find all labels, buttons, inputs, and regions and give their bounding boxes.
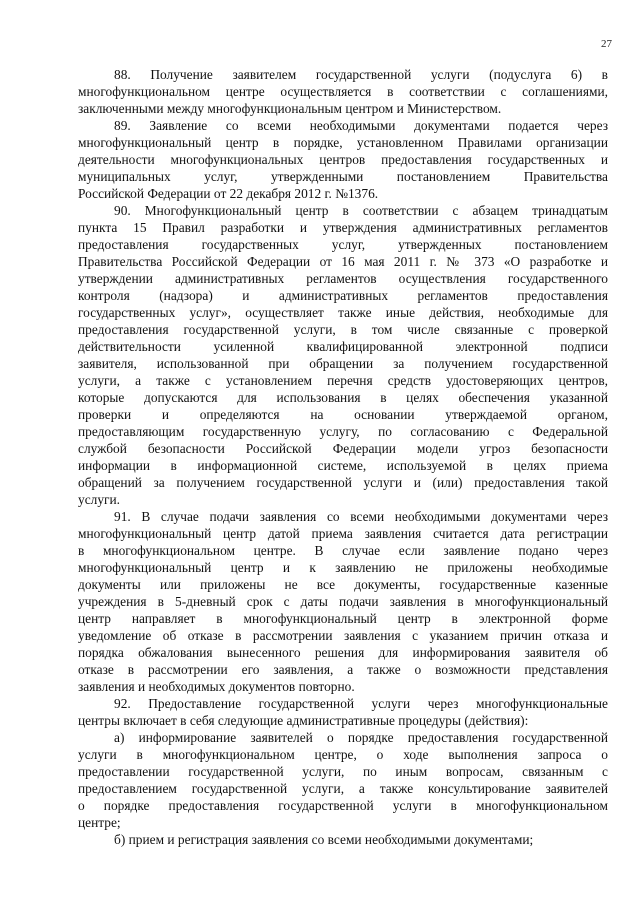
text-line: центр направляет в многофункциональный центр в электронной форме xyxy=(78,611,608,626)
paragraph xyxy=(78,508,608,695)
text-line: государственных услуг», осуществляет также иные действия, необходимые для xyxy=(78,305,608,320)
paragraph xyxy=(78,695,608,729)
text-line: а) информирование заявителей о порядке предоставления государственной xyxy=(114,730,608,745)
text-line: услуги. xyxy=(78,492,121,507)
text-line: службой безопасности Российской Федерации модели угроз безопасности xyxy=(78,441,608,456)
text-line: документы или приложены не все документы, государственные казенные xyxy=(78,577,608,592)
text-line: уведомление об отказе в рассмотрении заявления с указанием причин отказа и xyxy=(78,628,608,643)
text-line: 90. Многофункциональный центр в соответствии с абзацем тринадцатым xyxy=(114,203,608,218)
text-line: учреждения в 5-дневный срок с даты подачи заявления в многофункциональный xyxy=(78,594,608,609)
paragraph xyxy=(78,117,608,202)
text-line: Российской Федерации от 22 декабря 2012 г. №1376. xyxy=(78,186,379,201)
text-line: предоставления государственных услуг, утвержденных постановлением xyxy=(78,237,608,252)
paragraph xyxy=(78,66,608,117)
text-line: деятельности многофункциональных центров предоставления государственных и xyxy=(78,152,608,167)
page-number: 27 xyxy=(601,38,612,50)
text-line: муниципальных услуг, утвержденными постановлением Правительства xyxy=(78,169,608,184)
text-line: действительности усиленной квалифицированной электронной подписи xyxy=(78,339,608,354)
text-line: б) прием и регистрация заявления со всеми необходимыми документами; xyxy=(114,832,534,847)
text-line: заявителя, использованной при обращении за получением государственной xyxy=(78,356,608,371)
text-line: о порядке предоставления государственной услуги в многофункциональном xyxy=(78,798,608,813)
text-line: пункта 15 Правил разработки и утверждения административных регламентов xyxy=(78,220,608,235)
text-line: информации в информационной системе, используемой в целях приема xyxy=(78,458,608,473)
paragraph xyxy=(78,729,608,831)
text-line: услуги в многофункциональном центре, о ходе выполнения запроса о xyxy=(78,747,608,762)
text-line: контроля (надзора) и административных регламентов предоставления xyxy=(78,288,608,303)
text-line: 89. Заявление со всеми необходимыми документами подается через xyxy=(114,118,608,133)
text-line: многофункциональном центре осуществляется в соответствии с соглашениями, xyxy=(78,84,608,99)
text-line: многофункциональный центр датой приема заявления считается дата регистрации xyxy=(78,526,608,541)
paragraph xyxy=(78,831,608,848)
text-line: в многофункциональном центре. В случае если заявление подано через xyxy=(78,543,608,558)
text-line: проверки и определяются на основании утверждаемой органом, xyxy=(78,407,608,422)
text-line: многофункциональный центр в порядке, установленном Правилами организации xyxy=(78,135,608,150)
text-line: Правительства Российской Федерации от 16 мая 2011 г. № 373 «О разработке и xyxy=(78,254,608,269)
text-line: отказе в рассмотрении его заявления, а также о возможности представления xyxy=(78,662,608,677)
text-line: центры включает в себя следующие административные процедуры (действия): xyxy=(78,713,529,728)
text-line: 92. Предоставление государственной услуги через многофункциональные xyxy=(114,696,608,711)
text-line: предоставления государственной услуги, в том числе связанные с проверкой xyxy=(78,322,608,337)
text-line: многофункциональный центр и к заявлению не приложены необходимые xyxy=(78,560,608,575)
text-line: центре; xyxy=(78,815,121,830)
text-line: утверждении административных регламентов осуществления государственного xyxy=(78,271,608,286)
text-line: 88. Получение заявителем государственной услуги (подуслуга 6) в xyxy=(114,67,608,82)
text-line: 91. В случае подачи заявления со всеми необходимыми документами через xyxy=(114,509,608,524)
text-line: предоставлением государственной услуги, а также консультирование заявителей xyxy=(78,781,608,796)
text-line: услуги, а также с установлением перечня средств удостоверяющих центров, xyxy=(78,373,608,388)
document-body xyxy=(78,66,608,848)
text-line: порядка обжалования вынесенного решения для информирования заявителя об xyxy=(78,645,608,660)
text-line: заключенными между многофункциональным центром и Министерством. xyxy=(78,101,502,116)
text-line: обращений за получением государственной услуги и (или) предоставления такой xyxy=(78,475,608,490)
paragraph xyxy=(78,202,608,508)
text-line: которые допускаются для использования в целях обеспечения указанной xyxy=(78,390,608,405)
text-line: предоставляющим государственную услугу, по согласованию с Федеральной xyxy=(78,424,608,439)
text-line: заявления и необходимых документов повторно. xyxy=(78,679,355,694)
text-line: предоставлении государственной услуги, по иным вопросам, связанным с xyxy=(78,764,608,779)
